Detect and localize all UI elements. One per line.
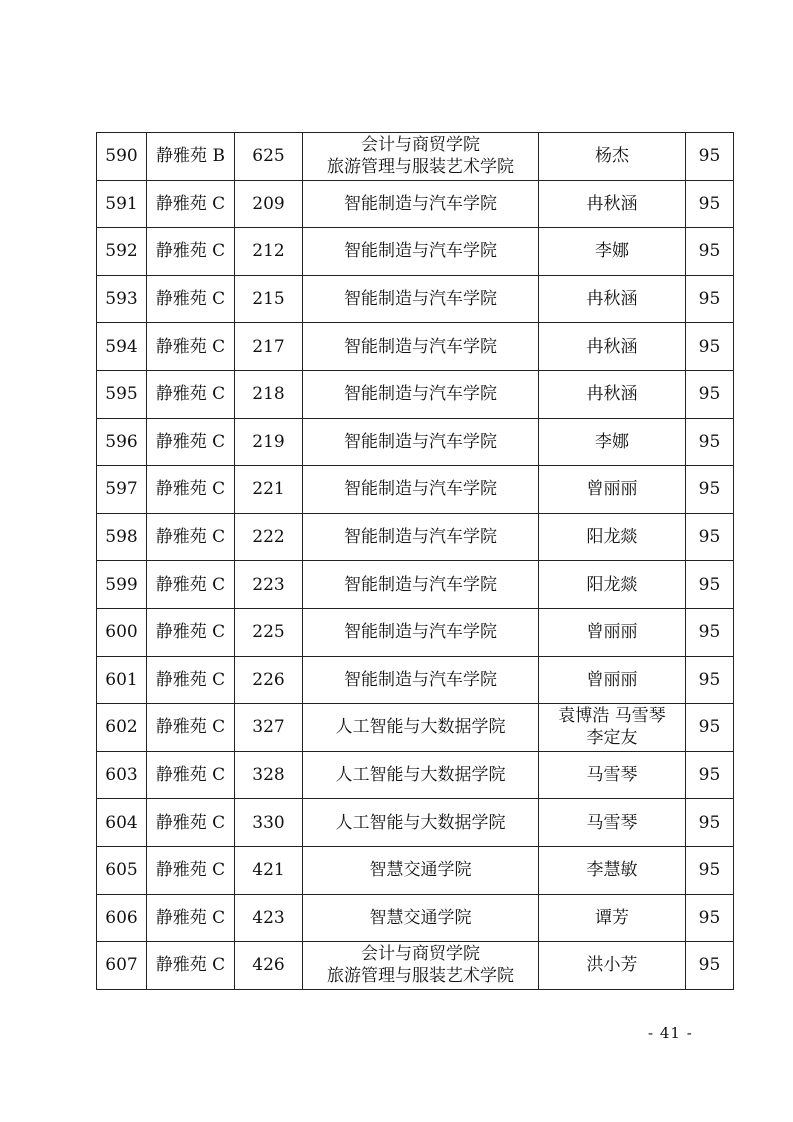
score-cell: 95 bbox=[686, 704, 734, 752]
college-cell-line: 人工智能与大数据学院 bbox=[335, 812, 506, 833]
college-cell-line: 旅游管理与服装艺术学院 bbox=[327, 966, 514, 987]
room-number-cell: 209 bbox=[235, 180, 303, 228]
responsible-person-cell-line: 洪小芳 bbox=[586, 955, 638, 976]
table-row bbox=[97, 608, 734, 656]
room-number-cell: 215 bbox=[235, 275, 303, 323]
score-cell: 95 bbox=[686, 799, 734, 847]
responsible-person-cell-line: 谭芳 bbox=[595, 907, 629, 928]
row-number-cell: 591 bbox=[97, 180, 147, 228]
responsible-person-cell-line: 马雪琴 bbox=[586, 812, 638, 833]
college-cell-line: 智慧交通学院 bbox=[369, 907, 472, 928]
responsible-person-cell-line: 杨杰 bbox=[595, 146, 629, 167]
table-row bbox=[97, 228, 734, 276]
room-number-cell: 217 bbox=[235, 323, 303, 371]
responsible-person-cell bbox=[539, 418, 686, 466]
room-number-cell: 221 bbox=[235, 466, 303, 514]
responsible-person-cell-line: 曾丽丽 bbox=[586, 622, 638, 643]
college-cell-line: 智能制造与汽车学院 bbox=[344, 241, 497, 262]
building-cell: 静雅苑 B bbox=[147, 133, 235, 181]
room-number-cell: 625 bbox=[235, 133, 303, 181]
building-cell: 静雅苑 C bbox=[147, 323, 235, 371]
score-cell: 95 bbox=[686, 370, 734, 418]
responsible-person-cell bbox=[539, 561, 686, 609]
college-cell-line: 智能制造与汽车学院 bbox=[344, 622, 497, 643]
room-number-cell: 222 bbox=[235, 513, 303, 561]
responsible-person-cell bbox=[539, 894, 686, 942]
college-cell bbox=[303, 894, 539, 942]
page-number: - 41 - bbox=[648, 1024, 693, 1042]
score-cell: 95 bbox=[686, 323, 734, 371]
building-cell: 静雅苑 C bbox=[147, 466, 235, 514]
room-number-cell: 226 bbox=[235, 656, 303, 704]
score-cell: 95 bbox=[686, 133, 734, 181]
college-cell bbox=[303, 704, 539, 752]
score-cell: 95 bbox=[686, 561, 734, 609]
row-number-cell: 602 bbox=[97, 704, 147, 752]
building-cell: 静雅苑 C bbox=[147, 751, 235, 799]
responsible-person-cell bbox=[539, 656, 686, 704]
responsible-person-cell bbox=[539, 704, 686, 752]
college-cell-line: 会计与商贸学院 bbox=[361, 944, 480, 965]
table-row bbox=[97, 751, 734, 799]
college-cell bbox=[303, 561, 539, 609]
building-cell: 静雅苑 C bbox=[147, 418, 235, 466]
building-cell: 静雅苑 C bbox=[147, 608, 235, 656]
score-cell: 95 bbox=[686, 894, 734, 942]
row-number-cell: 604 bbox=[97, 799, 147, 847]
table-row bbox=[97, 561, 734, 609]
row-number-cell: 590 bbox=[97, 133, 147, 181]
responsible-person-cell bbox=[539, 799, 686, 847]
college-cell bbox=[303, 370, 539, 418]
score-cell: 95 bbox=[686, 751, 734, 799]
table-row bbox=[97, 894, 734, 942]
building-cell: 静雅苑 C bbox=[147, 228, 235, 276]
table-row bbox=[97, 323, 734, 371]
responsible-person-cell-line: 阳龙燚 bbox=[586, 527, 638, 548]
responsible-person-cell bbox=[539, 180, 686, 228]
college-cell bbox=[303, 133, 539, 181]
row-number-cell: 595 bbox=[97, 370, 147, 418]
table-row bbox=[97, 942, 734, 990]
score-cell: 95 bbox=[686, 466, 734, 514]
responsible-person-cell bbox=[539, 751, 686, 799]
table-row bbox=[97, 370, 734, 418]
college-cell-line: 会计与商贸学院 bbox=[361, 135, 480, 156]
college-cell bbox=[303, 180, 539, 228]
room-number-cell: 223 bbox=[235, 561, 303, 609]
score-cell: 95 bbox=[686, 608, 734, 656]
college-cell bbox=[303, 466, 539, 514]
college-cell-line: 智能制造与汽车学院 bbox=[344, 384, 497, 405]
room-number-cell: 218 bbox=[235, 370, 303, 418]
building-cell: 静雅苑 C bbox=[147, 799, 235, 847]
college-cell bbox=[303, 323, 539, 371]
college-cell bbox=[303, 799, 539, 847]
building-cell: 静雅苑 C bbox=[147, 275, 235, 323]
college-cell-line: 智能制造与汽车学院 bbox=[344, 527, 497, 548]
room-number-cell: 330 bbox=[235, 799, 303, 847]
building-cell: 静雅苑 C bbox=[147, 656, 235, 704]
responsible-person-cell bbox=[539, 466, 686, 514]
room-number-cell: 327 bbox=[235, 704, 303, 752]
responsible-person-cell-line: 李慧敏 bbox=[586, 860, 638, 881]
building-cell: 静雅苑 C bbox=[147, 370, 235, 418]
responsible-person-cell bbox=[539, 275, 686, 323]
score-cell: 95 bbox=[686, 513, 734, 561]
score-cell: 95 bbox=[686, 418, 734, 466]
responsible-person-cell bbox=[539, 608, 686, 656]
college-cell bbox=[303, 751, 539, 799]
table-row bbox=[97, 846, 734, 894]
building-cell: 静雅苑 C bbox=[147, 846, 235, 894]
row-number-cell: 600 bbox=[97, 608, 147, 656]
score-cell: 95 bbox=[686, 942, 734, 990]
responsible-person-cell-line: 冉秋涵 bbox=[586, 384, 638, 405]
college-cell-line: 人工智能与大数据学院 bbox=[335, 717, 506, 738]
college-cell-line: 智能制造与汽车学院 bbox=[344, 193, 497, 214]
table-row bbox=[97, 799, 734, 847]
building-cell: 静雅苑 C bbox=[147, 704, 235, 752]
responsible-person-cell-line: 马雪琴 bbox=[586, 765, 638, 786]
row-number-cell: 592 bbox=[97, 228, 147, 276]
responsible-person-cell-line: 李娜 bbox=[595, 431, 629, 452]
responsible-person-cell-line: 袁博浩 马雪琴 bbox=[558, 706, 666, 727]
row-number-cell: 601 bbox=[97, 656, 147, 704]
row-number-cell: 597 bbox=[97, 466, 147, 514]
row-number-cell: 606 bbox=[97, 894, 147, 942]
college-cell bbox=[303, 608, 539, 656]
room-number-cell: 225 bbox=[235, 608, 303, 656]
row-number-cell: 603 bbox=[97, 751, 147, 799]
row-number-cell: 593 bbox=[97, 275, 147, 323]
responsible-person-cell-line: 冉秋涵 bbox=[586, 336, 638, 357]
responsible-person-cell-line: 冉秋涵 bbox=[586, 289, 638, 310]
room-number-cell: 421 bbox=[235, 846, 303, 894]
row-number-cell: 605 bbox=[97, 846, 147, 894]
table-row bbox=[97, 513, 734, 561]
table-body bbox=[97, 133, 734, 990]
college-cell-line: 智能制造与汽车学院 bbox=[344, 289, 497, 310]
college-cell-line: 人工智能与大数据学院 bbox=[335, 765, 506, 786]
college-cell-line: 智能制造与汽车学院 bbox=[344, 574, 497, 595]
responsible-person-cell bbox=[539, 942, 686, 990]
score-cell: 95 bbox=[686, 180, 734, 228]
table-row bbox=[97, 275, 734, 323]
responsible-person-cell-line: 李娜 bbox=[595, 241, 629, 262]
responsible-person-cell-line: 冉秋涵 bbox=[586, 193, 638, 214]
responsible-person-cell bbox=[539, 513, 686, 561]
table-row bbox=[97, 704, 734, 752]
row-number-cell: 607 bbox=[97, 942, 147, 990]
college-cell-line: 智能制造与汽车学院 bbox=[344, 669, 497, 690]
college-cell bbox=[303, 846, 539, 894]
college-cell-line: 智能制造与汽车学院 bbox=[344, 479, 497, 500]
responsible-person-cell-line: 曾丽丽 bbox=[586, 479, 638, 500]
row-number-cell: 598 bbox=[97, 513, 147, 561]
room-number-cell: 426 bbox=[235, 942, 303, 990]
dormitory-score-table bbox=[96, 132, 734, 990]
score-cell: 95 bbox=[686, 656, 734, 704]
building-cell: 静雅苑 C bbox=[147, 561, 235, 609]
responsible-person-cell bbox=[539, 133, 686, 181]
college-cell-line: 智能制造与汽车学院 bbox=[344, 431, 497, 452]
responsible-person-cell bbox=[539, 846, 686, 894]
building-cell: 静雅苑 C bbox=[147, 513, 235, 561]
score-cell: 95 bbox=[686, 846, 734, 894]
room-number-cell: 212 bbox=[235, 228, 303, 276]
table-row bbox=[97, 133, 734, 181]
table-row bbox=[97, 418, 734, 466]
table-row bbox=[97, 180, 734, 228]
score-cell: 95 bbox=[686, 228, 734, 276]
college-cell bbox=[303, 228, 539, 276]
responsible-person-cell-line: 曾丽丽 bbox=[586, 669, 638, 690]
building-cell: 静雅苑 C bbox=[147, 180, 235, 228]
college-cell-line: 智慧交通学院 bbox=[369, 860, 472, 881]
college-cell-line: 旅游管理与服装艺术学院 bbox=[327, 157, 514, 178]
building-cell: 静雅苑 C bbox=[147, 942, 235, 990]
building-cell: 静雅苑 C bbox=[147, 894, 235, 942]
room-number-cell: 423 bbox=[235, 894, 303, 942]
responsible-person-cell-line: 阳龙燚 bbox=[586, 574, 638, 595]
row-number-cell: 594 bbox=[97, 323, 147, 371]
room-number-cell: 219 bbox=[235, 418, 303, 466]
score-cell: 95 bbox=[686, 275, 734, 323]
table-row bbox=[97, 656, 734, 704]
responsible-person-cell-line: 李定友 bbox=[586, 728, 638, 749]
responsible-person-cell bbox=[539, 228, 686, 276]
college-cell bbox=[303, 513, 539, 561]
responsible-person-cell bbox=[539, 323, 686, 371]
college-cell bbox=[303, 942, 539, 990]
row-number-cell: 599 bbox=[97, 561, 147, 609]
college-cell bbox=[303, 656, 539, 704]
room-number-cell: 328 bbox=[235, 751, 303, 799]
row-number-cell: 596 bbox=[97, 418, 147, 466]
table-row bbox=[97, 466, 734, 514]
college-cell-line: 智能制造与汽车学院 bbox=[344, 336, 497, 357]
college-cell bbox=[303, 418, 539, 466]
college-cell bbox=[303, 275, 539, 323]
responsible-person-cell bbox=[539, 370, 686, 418]
